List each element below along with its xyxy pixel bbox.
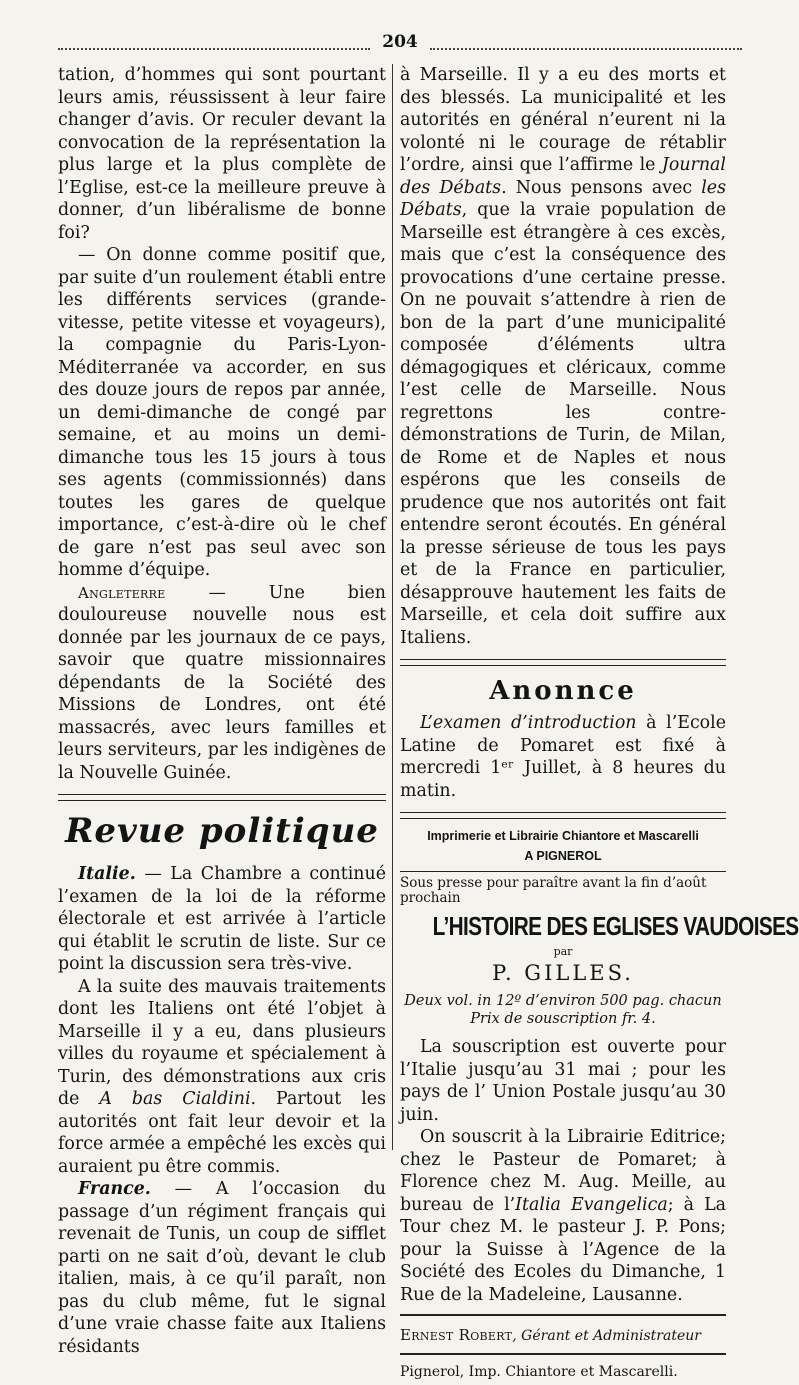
annonce-title: Anonnce (489, 676, 637, 706)
paragraph-italy: Italie. — La Chambre a continué l’examen de la loi de la réforme électorale et est arrivée à l’article qui établit le scrutin de liste. Sur ce point la discussion sera très-vive. (58, 864, 386, 974)
book-par: par (553, 945, 573, 958)
presse-note: Sous presse pour paraître avant la fin d’août prochain (400, 875, 707, 906)
subscription-places: On souscrit à la Librairie Editrice; chez le Pasteur de Pomaret; à Florence chez M. Aug. Meille, au bureau de l’Italia Evangelica; à La Tour chez M. le pasteur J. P. Pons; pour la Suisse à l’Agence de la Société des Ecoles du Dimanche, 1 Rue de la Madeleine, Lausanne. (400, 1127, 727, 1305)
paragraph-england: Angleterre — Une bien douloureuse nouvelle nous est donnée par les journaux de ce pays, savoir que quatre missionnaires dépendants de la Société des Missions de Londres, ont été massacrés, avec leurs familles et leurs serviteurs, par les indigènes de la Nouvelle Guinée. (58, 582, 386, 783)
book-author: P. GILLES. (492, 961, 634, 985)
header-rule-right (430, 48, 742, 50)
paragraph-marseille: A la suite des mauvais traitements dont les Italiens ont été l’objet à Marseille il y a eu, dans plusieurs villes du royaume et spécialement à Turin, des démonstrations aux cris de A bas Cialdini. Partout les autorités ont fait leur devoir et la force armée a empêché les excès qui auraient pu être commis. (58, 976, 387, 1177)
advert-rule (400, 871, 726, 872)
printer-city: A PIGNEROL (524, 849, 602, 863)
page-header (58, 32, 742, 56)
subscription-dates: La souscription est ouverte pour l’Italie jusqu’au 31 mai ; pour les pays de l’ Union Postale jusqu’au 30 juin. (400, 1037, 726, 1125)
colophon-rule-2 (400, 1353, 726, 1355)
section-divider (58, 794, 386, 801)
book-details: Deux vol. in 12º d’environ 500 pag. chacun Prix de souscription fr. 4. (404, 993, 722, 1027)
advert-divider (400, 812, 726, 819)
paragraph-france: France. — A l’occasion du passage d’un régiment français qui revenait de Tunis, un coup de sifflet parti on ne sait d’où, devant le club italien, mais, à ce qu’il paraît, non pas du club même, fut le signal d’une vraie chasse faite aux Italiens résidants (58, 1179, 386, 1357)
book-title: L’HISTOIRE DES EGLISES VAUDOISES (432, 911, 799, 941)
manager-line: Ernest Robert, Gérant et Administrateur (400, 1326, 701, 1344)
section-title: Revue politique (65, 811, 379, 851)
left-column (58, 64, 386, 1358)
annonce-divider (400, 659, 726, 666)
label-france: France. (78, 1179, 151, 1199)
page-number: 204 (382, 32, 418, 52)
label-angleterre: Angleterre (78, 583, 166, 602)
paragraph-church: tation, d’hommes qui sont pourtant leurs amis, réussissent à leur faire changer d’avis. Or reculer devant la convocation de la représentation la plus large et la plus complète de l’Eglise, est-ce la meilleure preuve à donner, d’un libéralisme de bonne foi? (58, 65, 386, 243)
header-rule-left (58, 48, 370, 50)
paragraph-marseille-cont: à Marseille. Il y a eu des morts et des blessés. La municipalité et les autorités en général n’eurent ni la volonté ni le courage de rétablir l’ordre, ainsi que l’affirme le Journal des Débats. Nous pensons avec les Débats, que la vraie population de Marseille est étrangère à ces excès, mais que c’est la conséquence des provocations d’une certaine presse. On ne pouvait s’attendre à rien de bon de la part d’une municipalité composée d’éléments ultra démagogiques et cléricaux, comme l’est celle de Marseille. Nous regrettons les contre-démonstrations de Turin, de Milan, de Rome et de Naples et nous espérons que les conseils de prudence que nos autorités ont fait entendre seront écoutés. En général la presse sérieuse de tous les pays et de la France en particulier, désapprouve hautement les faits de Marseille, et cela doit suffire aux Italiens. (400, 65, 726, 648)
imprint-line: Pignerol, Imp. Chiantore et Mascarelli. (400, 1364, 678, 1380)
colophon-rule (400, 1314, 726, 1316)
right-column (400, 64, 799, 1385)
label-italie: Italie. (78, 864, 136, 884)
column-divider (392, 64, 393, 1150)
printer-name: Imprimerie et Librairie Chiantore et Mascarelli (427, 829, 699, 843)
annonce-text: L’examen d’introduction à l’Ecole Latine de Pomaret est fixé à mercredi 1ᵉʳ Juillet, à 8 heures du matin. (400, 713, 727, 801)
paragraph-railway: — On donne comme positif que, par suite d’un roulement établi entre les différents services (grande-vitesse, petite vitesse et voyageurs), la compagnie du Paris-Lyon-Méditerranée va accorder, en sus des douze jours de repos par année, un demi-dimanche de congé par semaine, et au moins un demi-dimanche tous les 15 jours à tous ses agents (commissionnés) dans toutes les gares de quelque importance, c’est-à-dire où le chef de gare n’est pas seul avec son homme d’équipe. (58, 245, 386, 580)
